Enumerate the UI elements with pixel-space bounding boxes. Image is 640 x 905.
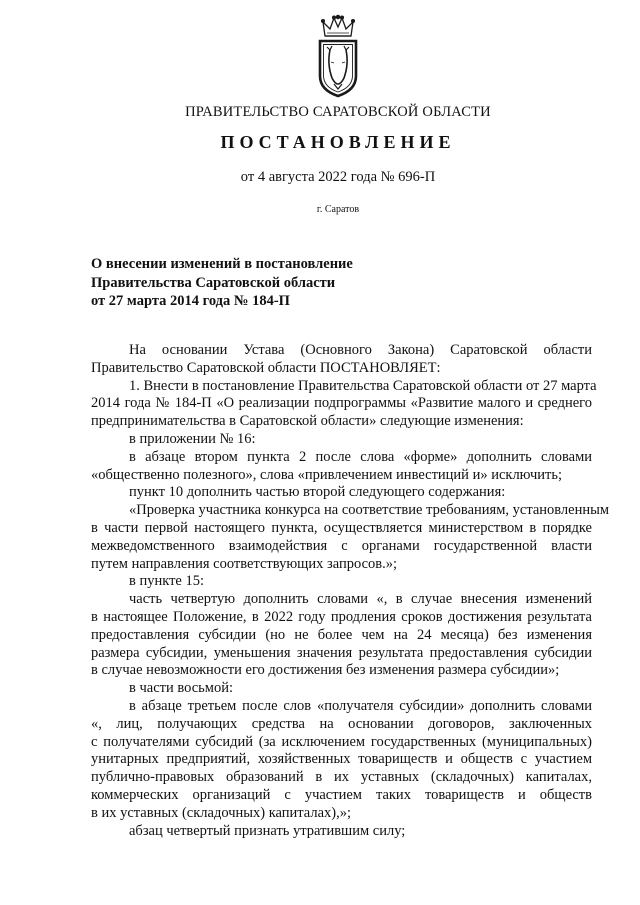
body-line: коммерческих организаций с участием таких товариществ и обществ	[91, 786, 592, 803]
title-line: Правительства Саратовской области	[91, 274, 336, 291]
document-date-number: от 4 августа 2022 года № 696-П	[240, 169, 436, 185]
body-line: предпринимательства в Саратовской области» следующие изменения:	[91, 413, 524, 430]
body-line: «общественно полезного», слова «привлечением инвестиций и» исключить;	[91, 466, 562, 483]
body-line: абзац четвертый признать утратившим силу;	[129, 822, 406, 839]
body-line: 1. Внести в постановление Правительства Саратовской области от 27 марта	[129, 377, 597, 394]
government-name: ПРАВИТЕЛЬСТВО САРАТОВСКОЙ ОБЛАСТИ	[185, 104, 491, 120]
body-line: Правительство Саратовской области ПОСТАНОВЛЯЕТ:	[91, 359, 441, 376]
body-line: в абзаце третьем после слов «получателя субсидии» дополнить словами	[129, 697, 592, 714]
body-line: «Проверка участника конкурса на соответствие требованиям, установленным	[129, 502, 610, 519]
shield-icon	[320, 41, 356, 96]
body-line: межведомственного взаимодействия с органами государственной власти	[91, 537, 592, 554]
body-line: в случае невозможности его достижения без изменения размера субсидии»;	[91, 662, 560, 679]
body-line: публично-правовых образований в их уставных (складочных) капиталах,	[91, 769, 592, 786]
title-line: О внесении изменений в постановление	[91, 256, 353, 272]
body-line: пункт 10 дополнить частью второй следующего содержания:	[129, 484, 506, 501]
title-line: от 27 марта 2014 года № 184-П	[91, 293, 290, 309]
body-line: На основании Устава (Основного Закона) Саратовской области	[129, 342, 592, 358]
body-line: в настоящее Положение, в 2022 году продления сроков достижения результата	[91, 608, 592, 625]
body-line: в пункте 15:	[129, 573, 205, 590]
document-city: г. Саратов	[316, 204, 360, 215]
body-line: в части первой настоящего пункта, осуществляется министерством в порядке	[91, 519, 592, 536]
crown-icon	[322, 15, 355, 36]
body-line: размера субсидии, уменьшения значения результата предоставления субсидии	[91, 644, 592, 661]
body-line: предоставления субсидии (но не более чем на 24 месяца) без изменения	[91, 626, 592, 643]
body-line: «, лиц, получающих средства на основании договоров, заключенных	[91, 715, 592, 732]
body-line: в части восьмой:	[129, 680, 233, 697]
document-title	[91, 255, 421, 311]
document-type: ПОСТАНОВЛЕНИЕ	[220, 132, 456, 152]
body-line: путем направления соответствующих запросов.»;	[91, 555, 398, 572]
body-line: в их уставных (складочных) капиталах),»;	[91, 804, 352, 821]
document-body	[91, 342, 610, 840]
body-line: в приложении № 16:	[129, 430, 256, 447]
body-line: унитарных предприятий, хозяйственных товариществ и обществ с участием	[91, 751, 592, 768]
body-line: часть четвертую дополнить словами «, в случае внесения изменений	[129, 591, 592, 608]
body-line: в абзаце втором пункта 2 после слова «форме» дополнить словами	[129, 448, 592, 465]
body-line: с получателями субсидий (за исключением государственных (муниципальных)	[91, 733, 592, 750]
coat-of-arms-emblem	[313, 14, 363, 98]
body-line: 2014 года № 184-П «О реализации подпрограммы «Развитие малого и среднего	[91, 395, 592, 412]
